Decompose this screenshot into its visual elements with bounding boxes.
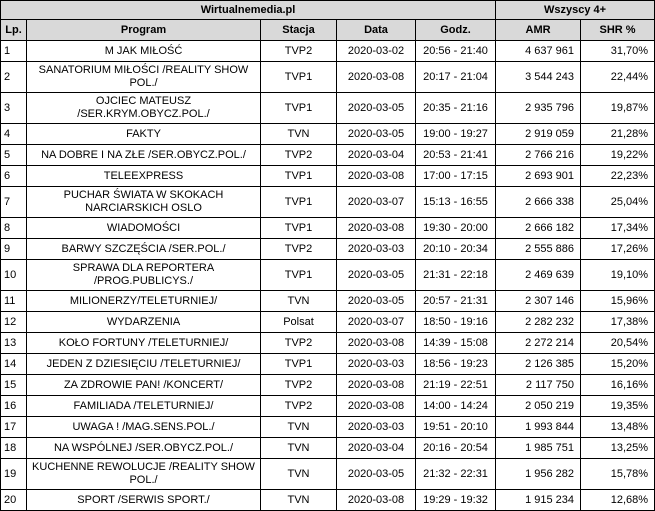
cell-godz: 18:50 - 19:16 <box>416 312 496 333</box>
cell-shr: 19,10% <box>581 260 655 291</box>
cell-godz: 19:51 - 20:10 <box>416 417 496 438</box>
cell-lp: 12 <box>1 312 27 333</box>
cell-stacja: TVP2 <box>261 239 337 260</box>
cell-shr: 21,28% <box>581 124 655 145</box>
table-row <box>1 239 655 260</box>
cell-lp: 15 <box>1 375 27 396</box>
cell-amr: 2 307 146 <box>496 291 581 312</box>
table-row <box>1 333 655 354</box>
cell-program: KUCHENNE REWOLUCJE /REALITY SHOW POL./ <box>27 459 261 490</box>
cell-godz: 20:17 - 21:04 <box>416 62 496 93</box>
cell-program: M JAK MIŁOŚĆ <box>27 41 261 62</box>
cell-shr: 19,35% <box>581 396 655 417</box>
cell-lp: 4 <box>1 124 27 145</box>
cell-program: NA DOBRE I NA ZŁE /SER.OBYCZ.POL./ <box>27 145 261 166</box>
cell-data: 2020-03-05 <box>337 291 416 312</box>
table-row <box>1 187 655 218</box>
cell-amr: 2 693 901 <box>496 166 581 187</box>
cell-lp: 10 <box>1 260 27 291</box>
cell-program: JEDEN Z DZIESIĘCIU /TELETURNIEJ/ <box>27 354 261 375</box>
cell-data: 2020-03-08 <box>337 396 416 417</box>
cell-amr: 2 935 796 <box>496 93 581 124</box>
cell-amr: 2 666 182 <box>496 218 581 239</box>
cell-program: WYDARZENIA <box>27 312 261 333</box>
cell-amr: 2 919 059 <box>496 124 581 145</box>
cell-program: SPRAWA DLA REPORTERA /PROG.PUBLICYS./ <box>27 260 261 291</box>
cell-shr: 17,38% <box>581 312 655 333</box>
table-row <box>1 93 655 124</box>
cell-lp: 3 <box>1 93 27 124</box>
cell-amr: 1 993 844 <box>496 417 581 438</box>
cell-amr: 2 666 338 <box>496 187 581 218</box>
cell-lp: 20 <box>1 490 27 511</box>
cell-lp: 17 <box>1 417 27 438</box>
table-row <box>1 354 655 375</box>
cell-stacja: TVP1 <box>261 166 337 187</box>
cell-data: 2020-03-05 <box>337 260 416 291</box>
table-row <box>1 41 655 62</box>
cell-stacja: TVP2 <box>261 396 337 417</box>
table-row <box>1 417 655 438</box>
cell-stacja: TVP2 <box>261 375 337 396</box>
cell-stacja: TVN <box>261 291 337 312</box>
cell-amr: 1 985 751 <box>496 438 581 459</box>
cell-stacja: TVP1 <box>261 260 337 291</box>
cell-shr: 15,96% <box>581 291 655 312</box>
cell-amr: 2 117 750 <box>496 375 581 396</box>
cell-stacja: TVP2 <box>261 333 337 354</box>
table-row <box>1 459 655 490</box>
cell-amr: 2 469 639 <box>496 260 581 291</box>
cell-program: FAKTY <box>27 124 261 145</box>
table-row <box>1 145 655 166</box>
cell-godz: 20:56 - 21:40 <box>416 41 496 62</box>
cell-program: FAMILIADA /TELETURNIEJ/ <box>27 396 261 417</box>
cell-data: 2020-03-04 <box>337 438 416 459</box>
cell-godz: 19:30 - 20:00 <box>416 218 496 239</box>
cell-shr: 31,70% <box>581 41 655 62</box>
cell-lp: 16 <box>1 396 27 417</box>
cell-lp: 5 <box>1 145 27 166</box>
table-row <box>1 166 655 187</box>
table-row <box>1 62 655 93</box>
cell-godz: 14:00 - 14:24 <box>416 396 496 417</box>
cell-lp: 13 <box>1 333 27 354</box>
cell-stacja: TVP2 <box>261 41 337 62</box>
cell-stacja: TVP1 <box>261 93 337 124</box>
table-row <box>1 260 655 291</box>
cell-data: 2020-03-08 <box>337 375 416 396</box>
cell-program: PUCHAR ŚWIATA W SKOKACH NARCIARSKICH OSLO <box>27 187 261 218</box>
cell-lp: 9 <box>1 239 27 260</box>
cell-shr: 25,04% <box>581 187 655 218</box>
cell-godz: 20:35 - 21:16 <box>416 93 496 124</box>
cell-godz: 21:32 - 22:31 <box>416 459 496 490</box>
cell-shr: 13,48% <box>581 417 655 438</box>
cell-program: WIADOMOŚCI <box>27 218 261 239</box>
header-row-columns <box>1 20 655 41</box>
cell-program: UWAGA ! /MAG.SENS.POL./ <box>27 417 261 438</box>
cell-stacja: TVN <box>261 490 337 511</box>
table-row <box>1 375 655 396</box>
cell-godz: 19:00 - 19:27 <box>416 124 496 145</box>
cell-shr: 16,16% <box>581 375 655 396</box>
cell-data: 2020-03-08 <box>337 166 416 187</box>
col-header-godz: Godz. <box>416 20 496 41</box>
cell-shr: 22,44% <box>581 62 655 93</box>
cell-godz: 17:00 - 17:15 <box>416 166 496 187</box>
audience-group-header: Wszyscy 4+ <box>496 1 655 20</box>
cell-data: 2020-03-03 <box>337 354 416 375</box>
cell-godz: 21:31 - 22:18 <box>416 260 496 291</box>
cell-lp: 19 <box>1 459 27 490</box>
cell-data: 2020-03-02 <box>337 41 416 62</box>
cell-shr: 19,87% <box>581 93 655 124</box>
cell-lp: 6 <box>1 166 27 187</box>
cell-stacja: TVN <box>261 124 337 145</box>
cell-shr: 20,54% <box>581 333 655 354</box>
cell-godz: 20:57 - 21:31 <box>416 291 496 312</box>
cell-shr: 19,22% <box>581 145 655 166</box>
cell-data: 2020-03-07 <box>337 187 416 218</box>
cell-data: 2020-03-03 <box>337 417 416 438</box>
cell-program: KOŁO FORTUNY /TELETURNIEJ/ <box>27 333 261 354</box>
col-header-lp: Lp. <box>1 20 27 41</box>
cell-program: SANATORIUM MIŁOŚCI /REALITY SHOW POL./ <box>27 62 261 93</box>
col-header-shr: SHR % <box>581 20 655 41</box>
col-header-data: Data <box>337 20 416 41</box>
cell-stacja: TVP1 <box>261 218 337 239</box>
cell-program: SPORT /SERWIS SPORT./ <box>27 490 261 511</box>
table-body <box>1 41 655 511</box>
cell-shr: 17,34% <box>581 218 655 239</box>
cell-program: OJCIEC MATEUSZ /SER.KRYM.OBYCZ.POL./ <box>27 93 261 124</box>
cell-data: 2020-03-03 <box>337 239 416 260</box>
cell-godz: 20:16 - 20:54 <box>416 438 496 459</box>
cell-data: 2020-03-07 <box>337 312 416 333</box>
cell-stacja: TVP2 <box>261 145 337 166</box>
cell-godz: 20:10 - 20:34 <box>416 239 496 260</box>
cell-godz: 19:29 - 19:32 <box>416 490 496 511</box>
cell-lp: 11 <box>1 291 27 312</box>
cell-shr: 13,25% <box>581 438 655 459</box>
cell-amr: 1 956 282 <box>496 459 581 490</box>
cell-amr: 2 282 232 <box>496 312 581 333</box>
cell-amr: 2 766 216 <box>496 145 581 166</box>
cell-data: 2020-03-08 <box>337 218 416 239</box>
cell-lp: 2 <box>1 62 27 93</box>
cell-godz: 15:13 - 16:55 <box>416 187 496 218</box>
cell-data: 2020-03-05 <box>337 459 416 490</box>
cell-program: BARWY SZCZĘŚCIA /SER.POL./ <box>27 239 261 260</box>
cell-lp: 7 <box>1 187 27 218</box>
cell-stacja: TVN <box>261 417 337 438</box>
cell-godz: 18:56 - 19:23 <box>416 354 496 375</box>
cell-amr: 2 050 219 <box>496 396 581 417</box>
cell-godz: 20:53 - 21:41 <box>416 145 496 166</box>
cell-program: NA WSPÓLNEJ /SER.OBYCZ.POL./ <box>27 438 261 459</box>
cell-shr: 15,20% <box>581 354 655 375</box>
cell-godz: 21:19 - 22:51 <box>416 375 496 396</box>
cell-stacja: TVP1 <box>261 62 337 93</box>
col-header-amr: AMR <box>496 20 581 41</box>
cell-stacja: TVP1 <box>261 354 337 375</box>
cell-amr: 2 555 886 <box>496 239 581 260</box>
cell-amr: 1 915 234 <box>496 490 581 511</box>
table-row <box>1 124 655 145</box>
cell-data: 2020-03-05 <box>337 124 416 145</box>
cell-lp: 14 <box>1 354 27 375</box>
table-row <box>1 396 655 417</box>
cell-program: TELEEXPRESS <box>27 166 261 187</box>
col-header-program: Program <box>27 20 261 41</box>
cell-stacja: TVN <box>261 459 337 490</box>
cell-amr: 2 126 385 <box>496 354 581 375</box>
cell-shr: 15,78% <box>581 459 655 490</box>
cell-program: MILIONERZY/TELETURNIEJ/ <box>27 291 261 312</box>
cell-lp: 18 <box>1 438 27 459</box>
source-header: Wirtualnemedia.pl <box>1 1 496 20</box>
header-row-top <box>1 1 655 20</box>
cell-data: 2020-03-08 <box>337 490 416 511</box>
cell-data: 2020-03-05 <box>337 93 416 124</box>
table-row <box>1 438 655 459</box>
cell-data: 2020-03-08 <box>337 62 416 93</box>
cell-stacja: Polsat <box>261 312 337 333</box>
table-row <box>1 312 655 333</box>
cell-data: 2020-03-08 <box>337 333 416 354</box>
cell-program: ZA ZDROWIE PAN! /KONCERT/ <box>27 375 261 396</box>
table-row <box>1 218 655 239</box>
cell-data: 2020-03-04 <box>337 145 416 166</box>
col-header-stacja: Stacja <box>261 20 337 41</box>
cell-shr: 17,26% <box>581 239 655 260</box>
cell-godz: 14:39 - 15:08 <box>416 333 496 354</box>
cell-shr: 22,23% <box>581 166 655 187</box>
table-row <box>1 490 655 511</box>
table-row <box>1 291 655 312</box>
cell-lp: 1 <box>1 41 27 62</box>
cell-amr: 2 272 214 <box>496 333 581 354</box>
cell-shr: 12,68% <box>581 490 655 511</box>
cell-amr: 4 637 961 <box>496 41 581 62</box>
cell-lp: 8 <box>1 218 27 239</box>
cell-stacja: TVN <box>261 438 337 459</box>
cell-stacja: TVP1 <box>261 187 337 218</box>
cell-amr: 3 544 243 <box>496 62 581 93</box>
